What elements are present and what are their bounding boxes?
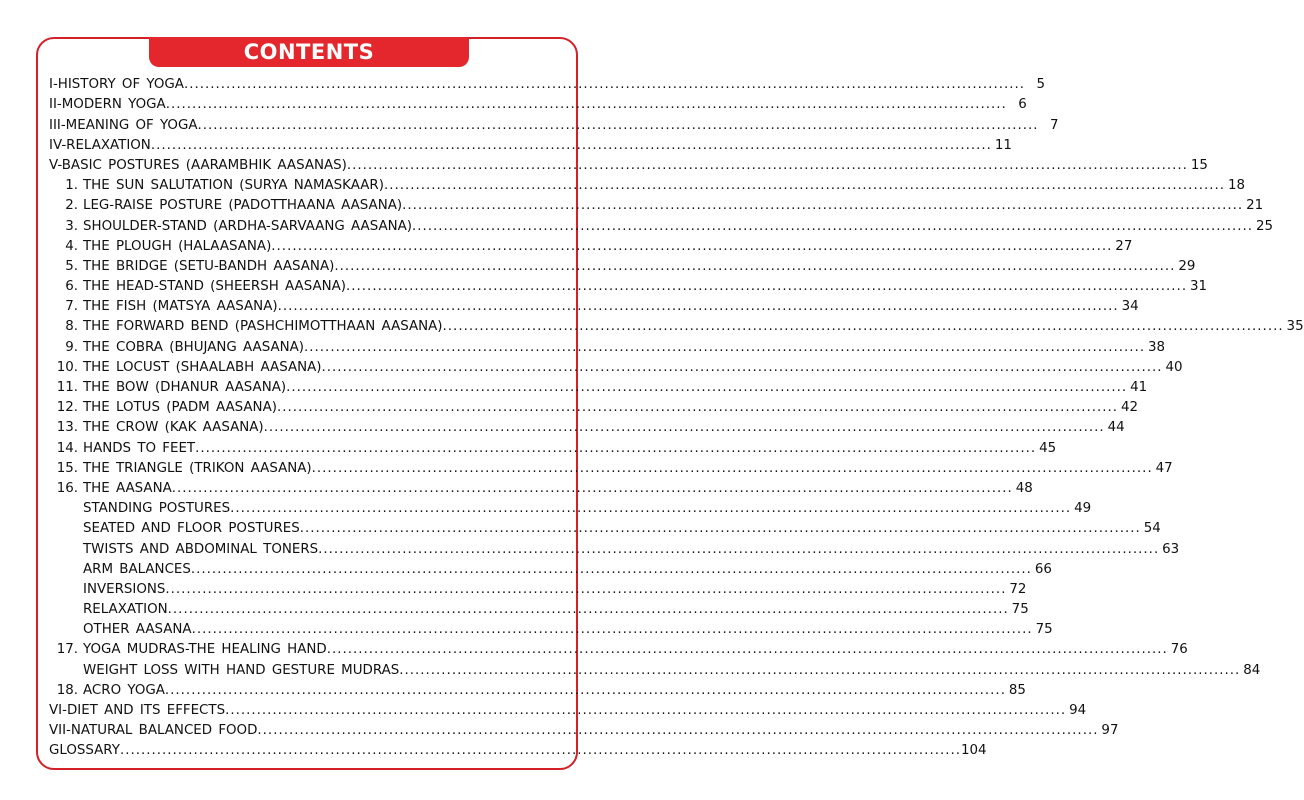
toc-entry-label: THE SUN SALUTATION (SURYA NAMASKAAR) [83,178,384,194]
toc-leader-dots: ................................................................................................................................................................ [167,602,1009,618]
toc-entry-label: OTHER AASANA [83,622,192,638]
toc-entry[interactable] [49,658,1261,678]
toc-entry-page: 21 [1246,198,1264,214]
toc-entry-number: 18. [56,682,78,698]
toc-entry-number: 9. [65,339,78,355]
toc-entry-page: 18 [1227,178,1245,194]
toc-entry-label: V-BASIC POSTURES (AARAMBHIK AASANAS) [49,157,347,173]
toc-entry[interactable] [49,255,1196,275]
toc-entry-number: 13. [56,420,78,436]
toc-leader-dots: ................................................................................................................................................................ [195,440,1037,456]
toc-entry-label: SHOULDER-STAND (ARDHA-SARVAANG AASANA) [83,218,413,234]
toc-entry[interactable] [49,739,987,759]
toc-entry-page: 48 [1015,480,1033,496]
toc-entry-label: THE HEAD-STAND (SHEERSH AASANA) [83,279,347,295]
toc-entry[interactable] [49,295,1139,315]
toc-entry-label: I-HISTORY OF YOGA [49,77,184,93]
toc-entry-page: 44 [1107,420,1125,436]
toc-entry-page: 47 [1155,460,1173,476]
toc-entry-label: ARM BALANCES [83,561,191,577]
toc-leader-dots: ................................................................................................................................................................ [311,460,1153,476]
toc-entry[interactable] [49,638,1188,658]
toc-entry-page: 34 [1121,299,1139,315]
toc-entry[interactable] [49,134,1012,154]
table-of-contents [49,73,1304,759]
toc-entry[interactable] [49,598,1029,618]
toc-entry-label: TWISTS AND ABDOMINAL TONERS [83,541,319,557]
toc-leader-dots: ................................................................................................................................................................ [225,703,1067,718]
toc-entry-label: YOGA MUDRAS-THE HEALING HAND [83,642,327,658]
toc-entry-label: HANDS TO FEET [83,440,196,456]
toc-leader-dots: ................................................................................................................................................................ [150,137,992,153]
toc-entry-number: 7. [65,299,78,315]
toc-entry[interactable] [49,436,1057,456]
toc-leader-dots: ................................................................................................................................................................ [383,178,1225,194]
toc-leader-dots: ................................................................................................................................................................ [230,501,1072,517]
toc-entry-number: 12. [56,400,78,416]
toc-entry-label: THE TRIANGLE (TRIKON AASANA) [83,460,312,476]
toc-entry-number: 10. [56,359,78,375]
toc-entry-number: 16. [56,480,78,496]
toc-entry[interactable] [49,214,1274,234]
toc-entry-label: SEATED AND FLOOR POSTURES [83,521,300,537]
toc-entry-page: 42 [1120,400,1138,416]
toc-entry[interactable] [49,315,1304,335]
toc-entry-page: 15 [1190,157,1208,173]
toc-leader-dots: ................................................................................................................................................................ [119,743,961,759]
toc-leader-dots: ................................................................................................................................................................ [165,581,1007,597]
toc-entry-page: 66 [1034,561,1052,577]
toc-entry-label: RELAXATION [83,602,168,618]
toc-entry[interactable] [49,113,1059,133]
toc-entry-number: 6. [65,279,78,295]
toc-entry-page: 35 [1286,319,1304,335]
toc-entry-label: VII-NATURAL BALANCED FOOD [49,723,258,739]
toc-entry-label: THE FISH (MATSYA AASANA) [83,299,278,315]
toc-entry-page: 76 [1170,642,1188,658]
toc-entry-number: 14. [56,440,78,456]
toc-entry[interactable] [49,356,1183,376]
toc-leader-dots: ................................................................................................................................................................ [321,359,1163,375]
toc-leader-dots: ................................................................................................................................................................ [286,380,1128,395]
toc-leader-dots: ................................................................................................................................................................ [271,238,1113,254]
toc-entry-label: THE COBRA (BHUJANG AASANA) [83,339,305,355]
toc-entry-page: 11 [994,137,1012,153]
toc-entry[interactable] [49,154,1208,174]
toc-leader-dots: ................................................................................................................................................................ [304,339,1146,355]
toc-leader-dots: ................................................................................................................................................................ [165,97,1007,113]
toc-entry[interactable] [49,679,1026,699]
toc-leader-dots: ................................................................................................................................................................ [442,319,1284,335]
toc-leader-dots: ................................................................................................................................................................ [402,198,1244,214]
toc-entry-number: 2. [65,198,78,214]
toc-entry[interactable] [49,537,1180,557]
toc-entry-page: 25 [1256,218,1274,234]
toc-entry-page: 94 [1069,703,1087,718]
toc-entry[interactable] [49,396,1138,416]
toc-entry-label: INVERSIONS [83,581,166,597]
toc-entry-page: 72 [1009,581,1027,597]
toc-leader-dots: ................................................................................................................................................................ [399,662,1241,678]
toc-entry-page: 7 [1050,117,1059,133]
toc-entry-page: 38 [1148,339,1166,355]
toc-entry-label: ACRO YOGA [83,682,165,698]
toc-entry[interactable] [49,517,1161,537]
toc-entry-label: THE LOCUST (SHAALABH AASANA) [83,359,322,375]
toc-entry-label: LEG-RAISE POSTURE (PADOTTHAANA AASANA) [83,198,403,214]
toc-leader-dots: ................................................................................................................................................................ [334,258,1176,274]
toc-entry[interactable] [49,235,1133,255]
toc-leader-dots: ................................................................................................................................................................ [276,400,1118,416]
toc-entry-page: 63 [1162,541,1180,557]
toc-leader-dots: ................................................................................................................................................................ [171,480,1013,496]
toc-entry[interactable] [49,477,1033,497]
toc-entry-page: 31 [1190,279,1208,295]
toc-leader-dots: ................................................................................................................................................................ [346,279,1188,295]
toc-entry[interactable] [49,578,1027,598]
toc-entry-number: 15. [56,460,78,476]
toc-entry[interactable] [49,719,1119,739]
toc-entry-label: THE CROW (KAK AASANA) [83,420,264,436]
toc-entry[interactable] [49,376,1148,396]
toc-entry[interactable] [49,558,1052,578]
contents-title: CONTENTS [149,37,469,67]
toc-entry-number: 5. [65,258,78,274]
toc-entry[interactable] [49,497,1092,517]
toc-entry-page: 5 [1036,77,1045,93]
toc-entry-number: 1. [65,178,78,194]
toc-entry-label: IV-RELAXATION [49,137,151,153]
toc-entry-page: 27 [1115,238,1133,254]
toc-entry-number: 11. [56,380,78,395]
toc-leader-dots: ................................................................................................................................................................ [299,521,1141,537]
toc-entry-page: 97 [1101,723,1119,739]
toc-leader-dots: ................................................................................................................................................................ [346,157,1188,173]
toc-leader-dots: ................................................................................................................................................................ [277,299,1119,315]
toc-leader-dots: ................................................................................................................................................................ [190,561,1032,577]
toc-entry-label: THE BOW (DHANUR AASANA) [83,380,287,395]
toc-entry-page: 29 [1178,258,1196,274]
toc-entry[interactable] [49,457,1173,477]
toc-entry-page: 6 [1018,97,1027,113]
toc-entry-label: THE PLOUGH (HALAASANA) [83,238,272,254]
toc-entry-page: 75 [1011,602,1029,618]
toc-entry-number: 4. [65,238,78,254]
toc-entry-page: 45 [1039,440,1057,456]
toc-leader-dots: ................................................................................................................................................................ [183,77,1025,93]
toc-entry-label: GLOSSARY [49,743,120,759]
toc-entry-page: 54 [1143,521,1161,537]
toc-leader-dots: ................................................................................................................................................................ [257,723,1099,739]
toc-entry-label: THE AASANA [83,480,172,496]
toc-entry-label: THE BRIDGE (SETU-BANDH AASANA) [83,258,335,274]
toc-entry[interactable] [49,174,1245,194]
toc-entry-page: 85 [1008,682,1026,698]
toc-entry[interactable] [49,618,1053,638]
toc-entry[interactable] [49,416,1125,436]
toc-entry-page: 104 [960,743,987,759]
toc-entry-label: THE FORWARD BEND (PASHCHIMOTTHAAN AASANA) [83,319,443,335]
toc-entry-page: 75 [1035,622,1053,638]
toc-leader-dots: ................................................................................................................................................................ [263,420,1105,436]
toc-leader-dots: ................................................................................................................................................................ [191,622,1033,638]
toc-entry-label: WEIGHT LOSS WITH HAND GESTURE MUDRAS [83,662,400,678]
toc-entry-number: 17. [56,642,78,658]
toc-leader-dots: ................................................................................................................................................................ [318,541,1160,557]
toc-leader-dots: ................................................................................................................................................................ [412,218,1254,234]
toc-leader-dots: ................................................................................................................................................................ [164,682,1006,698]
toc-entry-label: STANDING POSTURES [83,501,231,517]
toc-entry-page: 40 [1165,359,1183,375]
toc-entry[interactable] [49,73,1045,93]
toc-leader-dots: ................................................................................................................................................................ [326,642,1168,658]
toc-entry-number: 8. [65,319,78,335]
toc-entry-label: II-MODERN YOGA [49,97,166,113]
toc-entry-label: III-MEANING OF YOGA [49,117,198,133]
toc-entry[interactable] [49,699,1087,719]
toc-entry[interactable] [49,335,1166,355]
toc-entry-page: 84 [1243,662,1261,678]
toc-leader-dots: ................................................................................................................................................................ [197,117,1039,133]
toc-entry-label: THE LOTUS (PADM AASANA) [83,400,277,416]
toc-entry[interactable] [49,275,1208,295]
toc-entry-page: 49 [1074,501,1092,517]
toc-entry-label: VI-DIET AND ITS EFFECTS [49,703,226,718]
toc-entry[interactable] [49,93,1027,113]
toc-entry-page: 41 [1130,380,1148,395]
toc-entry[interactable] [49,194,1264,214]
toc-entry-number: 3. [65,218,78,234]
